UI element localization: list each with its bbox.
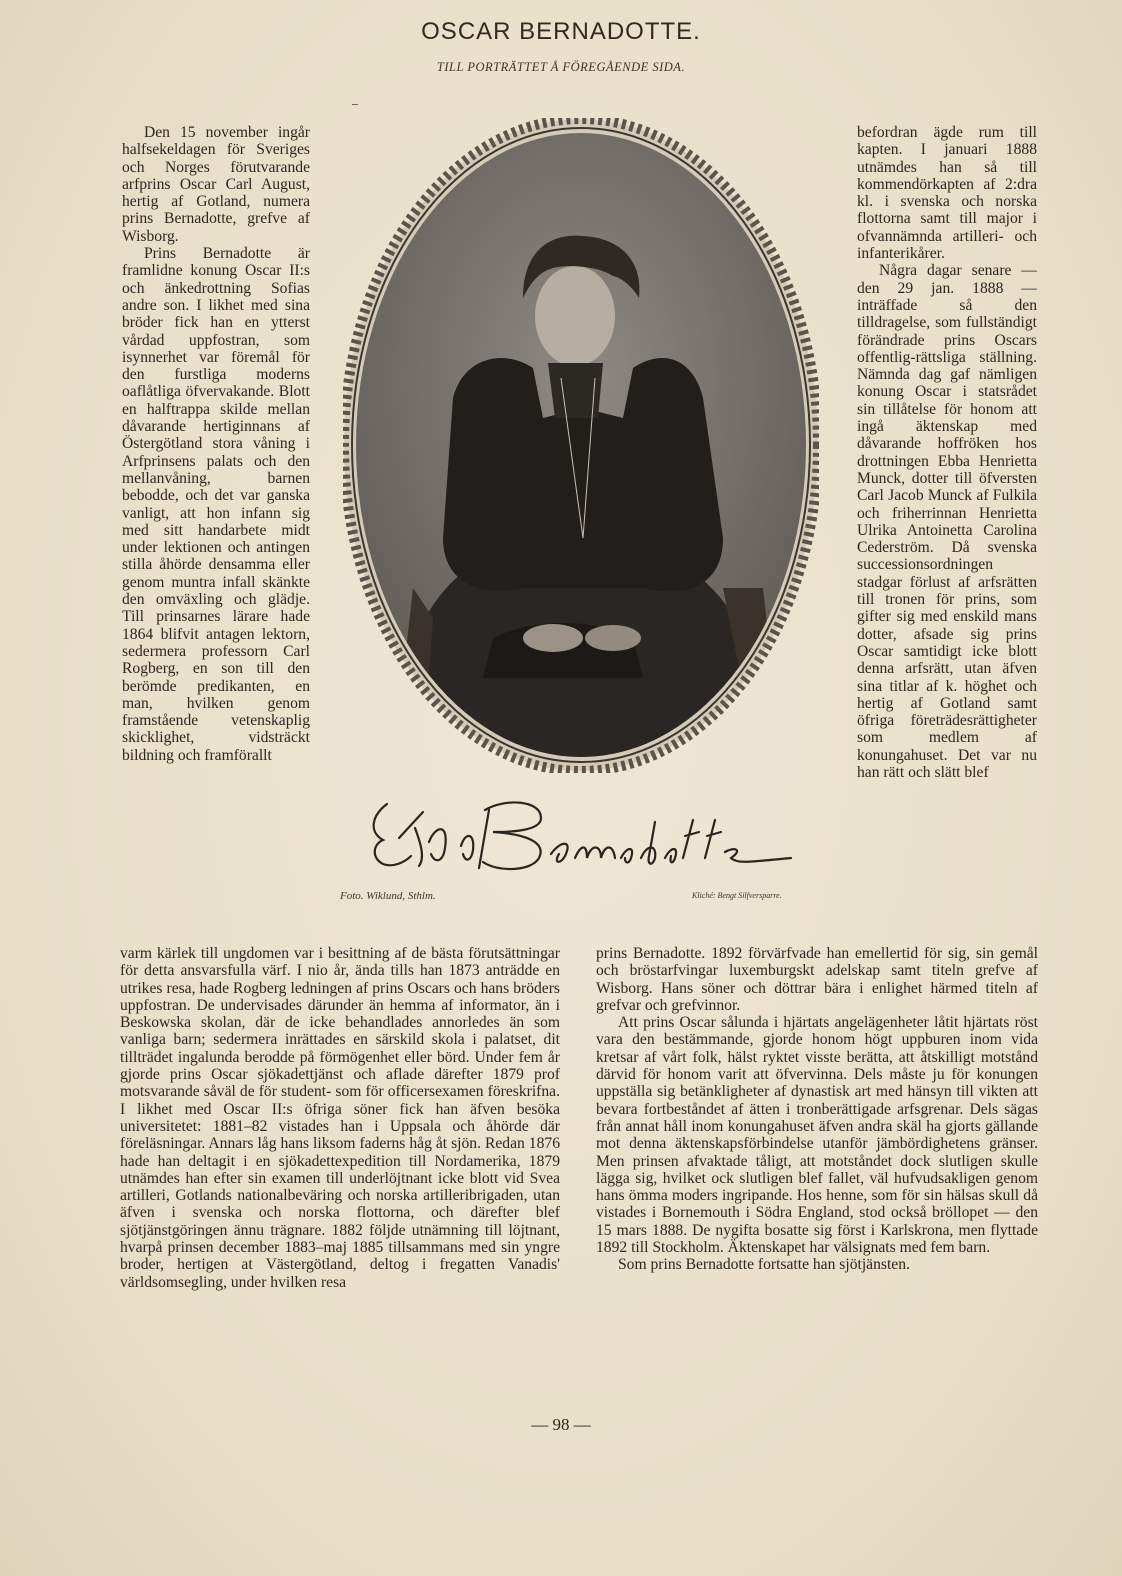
paragraph: varm kärlek till ungdomen var i besittning af de bästa förutsättningar för detta ansvarsfulla värf. I nio år, ända tills han 1873 anträdde en utrikes resa, hade Rogberg ledningen af prins Oscars och hans bröders uppfostran. De undervisades därunder än hemma af informator, än i Beskowska skolan, där de icke behandlades annorledes än som vanliga barn; sedermera inrättades en särskild skola i palatset, dit tillträdet ingalunda berodde på förmögenhet eller börd. Under fem år gjorde prins Oscar sjökadettjänst och aflade därefter 1879 prof motsvarande såväl de för student- som för officersexamen föreskrifna. I likhet med Oscar II:s öfriga söner fick han äfven besöka universitetet: 1881–82 vistades han i Uppsala och åhörde där föreläsningar. Annars låg hans liksom faderns håg åt sjön. Redan 1876 hade han deltagit i en sjökadettexpedition till Nordamerika, 1879 utnämdes han efter sin examen till underlöjtnant icke blott vid Svea artilleri, Gotlands nationalbeväring och norska artilleribrigaden, utan äfven i svenska och norska flottorna, och därefter blef sjötjänstgöringen ännu trägnare. 1882 följde utnämning till löjtnant, hvarpå prinsen december 1883–maj 1885 tillsammans med sin yngre broder, hertigen at Västergötland, deltog i fregatten Vanadis' världsomsegling, under hvilken resa [120, 945, 560, 1291]
left-column-text [122, 124, 310, 764]
signature [365, 792, 795, 882]
paragraph: Prins Bernadotte är framlidne konung Oscar II:s och änkedrottning Sofias andre son. I likhet med sina bröder fick han en ytterst vårdad uppfostran, som isynnerhet var föremål för den furstliga moderns oaflåtliga öfvervakande. Blott en halftrappa skilde mellan dåvarande hertiginnans af Östergötland stora våning i Arfprinsens palats och den mellanvåning, barnen bebodde, och det var ganska vanligt, att hon infann sig med sitt handarbete midt under lektionen och antingen stilla åhörde densamma eller genom muntra infall skänkte den omväxling och glädje. Till prinsarnes lärare hade 1864 blifvit antagen lektorn, sedermera professorn Carl Rogberg, en son till den berömde predikanten, en man, hvilken genom framstående vetenskaplig skicklighet, vidsträckt bildning och framförallt [122, 245, 310, 764]
page-mark [352, 104, 358, 105]
paragraph: Som prins Bernadotte fortsatte han sjötjänsten. [618, 1256, 910, 1274]
paragraph: befordran ägde rum till kapten. I januari 1888 utnämdes han så till kommendörkapten af 2:dra kl. i svenska och norska flottorna samt till major i ofvannämnda artilleri- och infanterikårer. [857, 124, 1037, 263]
paragraph: Den 15 november ingår halfsekeldagen för Sveriges och Norges förutvarande arfprins Oscar Carl August, hertig af Gotland, numera prins Bernadotte, grefve af Wisborg. [122, 124, 310, 245]
paragraph: Några dagar senare — den 29 jan. 1888 — inträffade så den tilldragelse, som fullständigt förändrade prins Oscars offentlig-rättsliga ställning. Nämnda dag gaf nämligen konung Oscar i statsrådet sin tillåtelse för honom att ingå äktenskap med dåvarande hoffröken hos drottningen Ebba Henrietta Munck, dotter till öfversten Carl Jacob Munck af Fulkila och friherrinnan Henrietta Ulrika Antoinetta Carolina Cederström. Då svenska successionsordningen stadgar förlust af arfsrätten till tronen för prins, som gifter sig med enskild mans dotter, afsade sig prins Oscar samtidigt icke blott denna arfsrätt, utan äfven sina titlar af k. höghet och hertig af Gotland samt öfriga företrädesrättigheter som medlem af konungahuset. Det var nu han rätt och slätt blef [857, 262, 1037, 781]
paragraph: Att prins Oscar sålunda i hjärtats angelägenheter låtit hjärtats röst vara den bestämmande, gjorde honom högt uppburen inom vida kretsar af vårt folk, hälst ryktet visste berätta, att åtskilligt motstånd därvid för honom varit att öfvervinna. Dels måste ju för konungen uppställa sig betänkligheter af dynastisk art med hänsyn till vikten att bevara fortbeståndet af ätten i tronberättigade arfsgrenar. Dels sägas från annat håll inom konungahuset äfven andra skäl ha gjorts gällande mot denna äktenskapsförbindelse utanför jämbördighetens gränser. Men prinsen afvaktade tåligt, att motståndet dock slutligen skulle lägga sig, hvilket ock slutligen blef fallet, väl hufvudsakligen genom hans ömma moders ingripande. Hos henne, som för sin hälsas skull då vistades i Bornemouth i Södra England, stod också bröllopet — den 15 mars 1888. De nygifta bosatte sig först i Karlskrona, men flyttade 1892 till Stockholm. Äktenskapet har välsignats med fem barn. [596, 1014, 1038, 1257]
right-column-text [857, 124, 1037, 781]
bottom-left-text [120, 945, 560, 1291]
article-subtitle: TILL PORTRÄTTET Å FÖREGÅENDE SIDA. [436, 60, 686, 74]
bottom-right-text [596, 945, 1038, 1274]
portrait-image [343, 118, 819, 773]
page-number: — 98 — [531, 1415, 591, 1434]
paragraph: prins Bernadotte. 1892 förvärfvade han emellertid för sig, sin gemål och bröstarfvingar luxemburgskt adelskap samt titeln grefve af Wisborg. Hans söner och döttrar bära i enlighet härmed titeln af grefvar och grefvinnor. [596, 945, 1038, 1014]
portrait-photo [343, 118, 819, 773]
cliche-credit: Kliché: Bengt Silfversparre. [692, 891, 782, 900]
article-title: OSCAR BERNADOTTE. [421, 18, 701, 45]
photo-credit: Foto. Wiklund, Sthlm. [340, 890, 436, 902]
signature-image [365, 792, 795, 882]
